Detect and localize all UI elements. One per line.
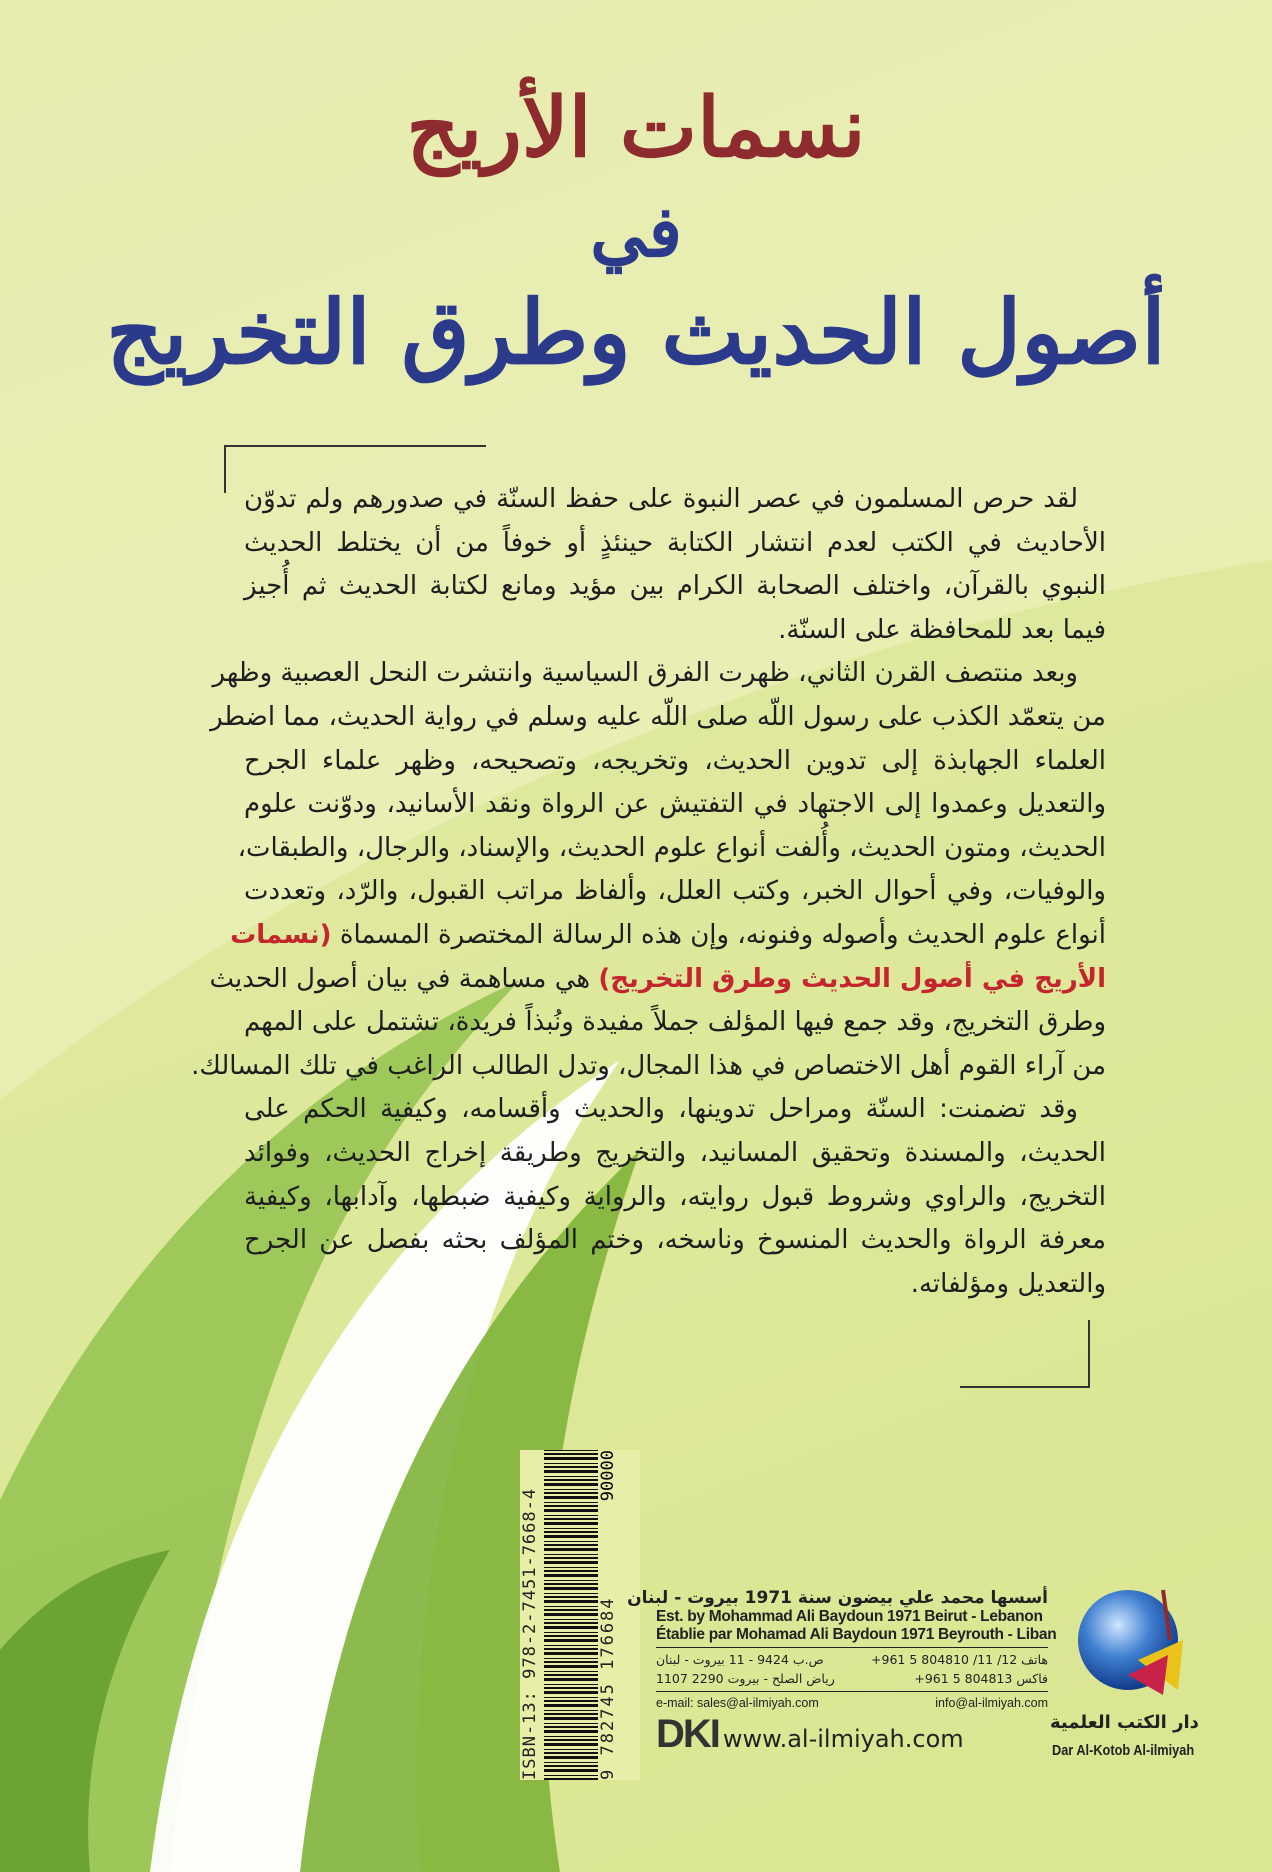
book-title-line2: في [590, 190, 682, 273]
text-segment: لقد حرص المسلمون في عصر النبوة على حفظ السنّة في صدورهم ولم تدوّن [244, 484, 1078, 514]
text-line [230, 914, 1106, 958]
text-segment: النبوي بالقرآن، واختلف الصحابة الكرام بين مؤيد ومانع لكتابة الحديث ثم أُجيز [244, 571, 1106, 602]
text-segment: معرفة الرواة والحديث المنسوخ وناسخه، وختم المؤلف بحثه بفصل عن الجرح [244, 1225, 1106, 1256]
riad-address: رياض الصلح - بيروت 2290 1107 [656, 1671, 835, 1686]
text-line [244, 870, 1106, 914]
text-line [244, 1219, 1106, 1263]
website-link[interactable]: www.al-ilmiyah.com [722, 1725, 964, 1753]
text-line [244, 609, 1106, 653]
text-segment: الأحاديث في الكتب لعدم انتشار الكتابة حينئذٍ أو خوفاً من أن يختلط الحديث [244, 527, 1106, 558]
publisher-name-latin: Dar Al-Kotob Al-ilmiyah [1052, 1742, 1195, 1759]
text-line [210, 696, 1106, 740]
text-segment: الحديث، والمسندة وتحقيق المسانيد، والتخريج وطريقة إخراج الحديث، وفوائد [244, 1137, 1106, 1168]
text-line [244, 1263, 1106, 1307]
barcode-bars [544, 1450, 598, 1780]
text-segment: من يتعمّد الكذب على رسول اللّه صلى اللّه عليه وسلم في رواية الحديث، مما اضطر [210, 701, 1106, 732]
fax: فاكس 804813 5 961+ [914, 1671, 1048, 1686]
founded-english: Est. by Mohammad Ali Baydoun 1971 Beirut - Lebanon [656, 1608, 1043, 1625]
text-segment: العلماء الجهابذة إلى تدوين الحديث، وتخريجه، وتصحيحه، وظهر علماء الجرح [244, 745, 1106, 776]
founded-arabic: أسسها محمد علي بيضون سنة 1971 بيروت - لبنان [627, 1588, 1048, 1608]
po-box: ص.ب 9424 - 11 بيروت - لبنان [656, 1652, 824, 1667]
publisher-name-arabic: دار الكتب العلمية [1050, 1712, 1199, 1733]
description-text [191, 478, 1106, 1306]
text-line [244, 478, 1106, 522]
frame-corner-bottom [960, 1320, 1090, 1388]
barcode-digits: 9 782745 176684 [598, 1596, 618, 1780]
text-line [209, 958, 1106, 1002]
text-line [244, 1088, 1106, 1132]
text-line [244, 522, 1106, 566]
globe-logo-icon [1068, 1580, 1198, 1710]
text-line [212, 652, 1106, 696]
book-title-line3: أصول الحديث وطرق التخريج [106, 280, 1166, 384]
founded-french: Établie par Mohamad Ali Baydoun 1971 Beyrouth - Liban [656, 1626, 1048, 1648]
text-segment: فيما بعد للمحافظة على السنّة. [778, 614, 1106, 645]
text-segment: وقد تضمنت: السنّة ومراحل تدوينها، والحديث وأقسامه، وكيفية الحكم على [244, 1094, 1078, 1125]
text-segment: والتعديل ومؤلفاته. [910, 1268, 1106, 1299]
text-segment: وطرق التخريج، وقد جمع فيها المؤلف جملاً مفيدة ونُبذاً فريدة، تشتمل على المهم [244, 1007, 1106, 1038]
text-segment: والتعديل وعمدوا إلى الاجتهاد في التفتيش عن الرواة ونقد الأسانيد، ودوّنت علوم [244, 789, 1106, 820]
barcode-addon: 90000 [598, 1450, 618, 1502]
text-segment: هي مساهمة في بيان أصول الحديث [209, 963, 599, 994]
email-info[interactable]: info@al-ilmiyah.com [935, 1696, 1048, 1710]
dki-logo: DKI [656, 1712, 719, 1756]
text-segment: أنواع علوم الحديث وأصوله وفنونه، وإن هذه الرسالة المختصرة المسماة [331, 919, 1106, 950]
text-segment: والوفيات، وفي أحوال الخبر، وكتب العلل، وألفاظ مراتب القبول، والرّد، وتعددت [244, 876, 1106, 907]
text-line [244, 1001, 1106, 1045]
book-title-highlight: (نسمات [230, 919, 332, 950]
book-title-highlight: الأريج في أصول الحديث وطرق التخريج) [598, 963, 1106, 994]
text-line [244, 740, 1106, 784]
email-sales[interactable]: e-mail: sales@al-ilmiyah.com [656, 1696, 819, 1710]
text-line [237, 827, 1106, 871]
text-line [244, 1176, 1106, 1220]
book-title-line1: نسمات الأريج [406, 80, 866, 176]
isbn-barcode [520, 1450, 640, 1780]
text-segment: التخريج، والراوي وشروط قبول روايته، والرواية وكيفية ضبطها، وآدابها، وكيفية [244, 1181, 1106, 1212]
text-segment: الحديث، ومتون الحديث، وأُلفت أنواع علوم الحديث، والإسناد، والرجال، والطبقات، [237, 832, 1106, 863]
text-line [244, 565, 1106, 609]
text-line [191, 1045, 1106, 1089]
text-line [244, 1132, 1106, 1176]
publisher-info [627, 1588, 1057, 1757]
text-segment: من آراء القوم أهل الاختصاص في هذا المجال، وتدل الطالب الراغب في تلك المسالك. [191, 1050, 1106, 1081]
text-segment: وبعد منتصف القرن الثاني، ظهرت الفرق السياسية وانتشرت النحل العصبية وظهر [212, 658, 1078, 689]
text-line [244, 783, 1106, 827]
phone: هاتف 12/ 11/ 804810 5 961+ [871, 1652, 1048, 1667]
isbn-text: ISBN-13: 978-2-7451-7668-4 [520, 1487, 540, 1780]
